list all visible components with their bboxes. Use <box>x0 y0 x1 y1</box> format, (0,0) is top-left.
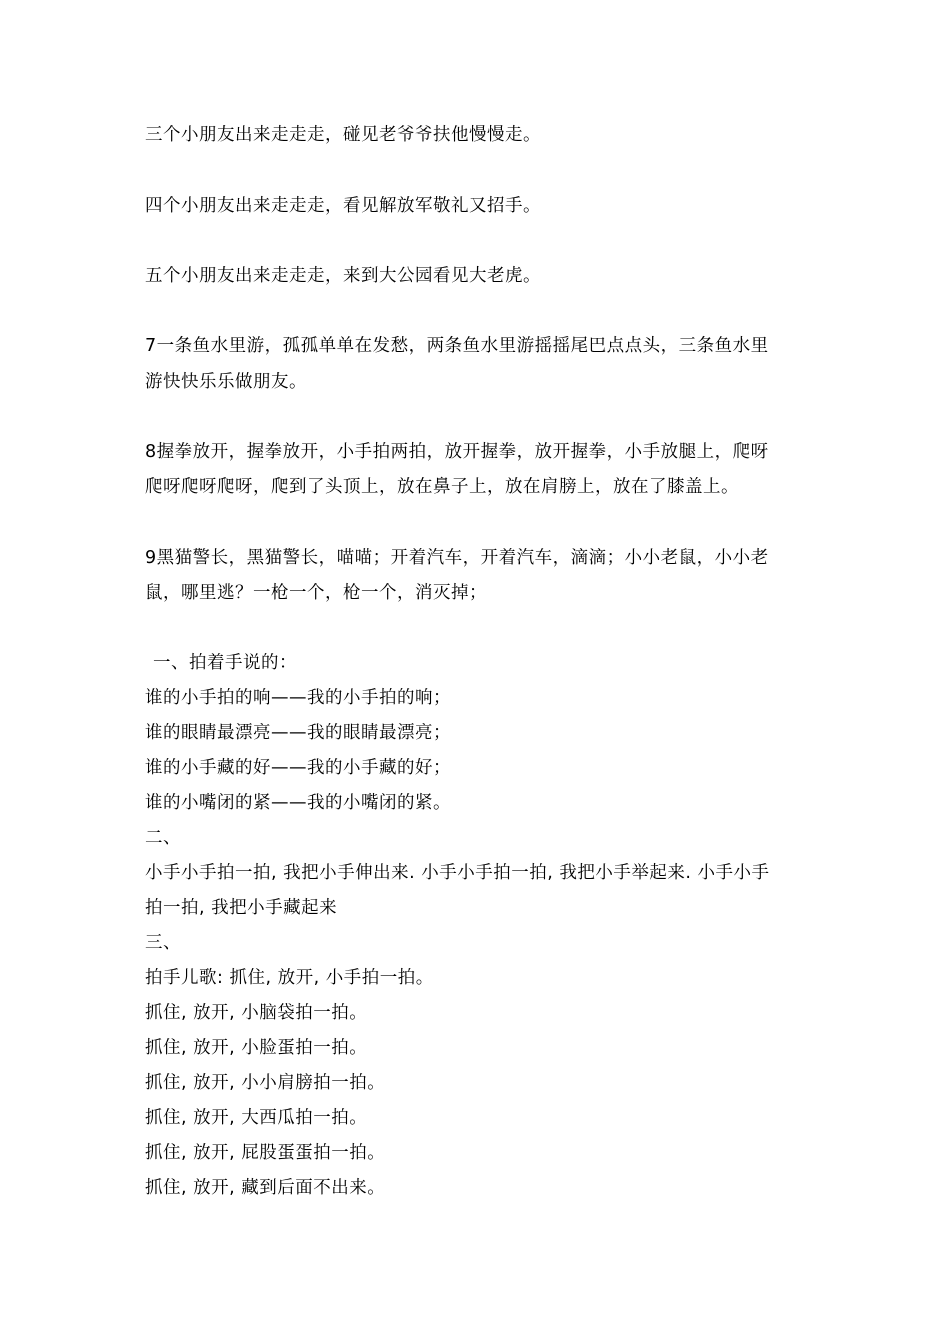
paragraph-fist-line-1: 8握拳放开，握拳放开，小手拍两拍，放开握拳，放开握拳，小手放腿上，爬呀 <box>145 442 769 462</box>
section-one-line: 谁的小嘴闭的紧——我的小嘴闭的紧。 <box>145 793 451 813</box>
section-one-line: 谁的眼睛最漂亮——我的眼睛最漂亮； <box>145 723 451 743</box>
paragraph-cat-line-1: 9黑猫警长，黑猫警长，喵喵；开着汽车，开着汽车，滴滴；小小老鼠，小小老 <box>145 548 769 568</box>
paragraph-three-friends: 三个小朋友出来走走走，碰见老爷爷扶他慢慢走。 <box>145 125 541 145</box>
section-one-line: 谁的小手拍的响——我的小手拍的响； <box>145 688 451 708</box>
section-three-line: 抓住, 放开, 小小肩膀拍一拍。 <box>145 1073 386 1093</box>
section-three-heading: 三、 <box>145 933 181 953</box>
paragraph-cat-line-2: 鼠，哪里逃？一枪一个，枪一个，消灭掉； <box>145 583 487 603</box>
section-two-line-2: 拍一拍, 我把小手藏起来 <box>145 898 338 918</box>
section-two-line-1: 小手小手拍一拍, 我把小手伸出来. 小手小手拍一拍, 我把小手举起来. 小手小手 <box>145 863 770 883</box>
paragraph-four-friends: 四个小朋友出来走走走，看见解放军敬礼又招手。 <box>145 196 541 216</box>
section-three-line: 抓住, 放开, 屁股蛋蛋拍一拍。 <box>145 1143 386 1163</box>
paragraph-fist-line-2: 爬呀爬呀爬呀，爬到了头顶上，放在鼻子上，放在肩膀上，放在了膝盖上。 <box>145 477 739 497</box>
section-three-line: 抓住, 放开, 藏到后面不出来。 <box>145 1178 386 1198</box>
paragraph-fish-line-2: 游快快乐乐做朋友。 <box>145 372 307 392</box>
section-three-line: 抓住, 放开, 小脸蛋拍一拍。 <box>145 1038 368 1058</box>
section-three-line: 抓住, 放开, 小脑袋拍一拍。 <box>145 1003 368 1023</box>
section-three-line: 拍手儿歌: 抓住, 放开, 小手拍一拍。 <box>145 968 434 988</box>
section-one-heading: 一、拍着手说的： <box>153 653 297 673</box>
section-three-line: 抓住, 放开, 大西瓜拍一拍。 <box>145 1108 368 1128</box>
section-two-heading: 二、 <box>145 828 181 848</box>
section-one-line: 谁的小手藏的好——我的小手藏的好； <box>145 758 451 778</box>
paragraph-fish-line-1: 7一条鱼水里游，孤孤单单在发愁，两条鱼水里游摇摇尾巴点点头，三条鱼水里 <box>145 336 769 356</box>
paragraph-five-friends: 五个小朋友出来走走走，来到大公园看见大老虎。 <box>145 266 541 286</box>
